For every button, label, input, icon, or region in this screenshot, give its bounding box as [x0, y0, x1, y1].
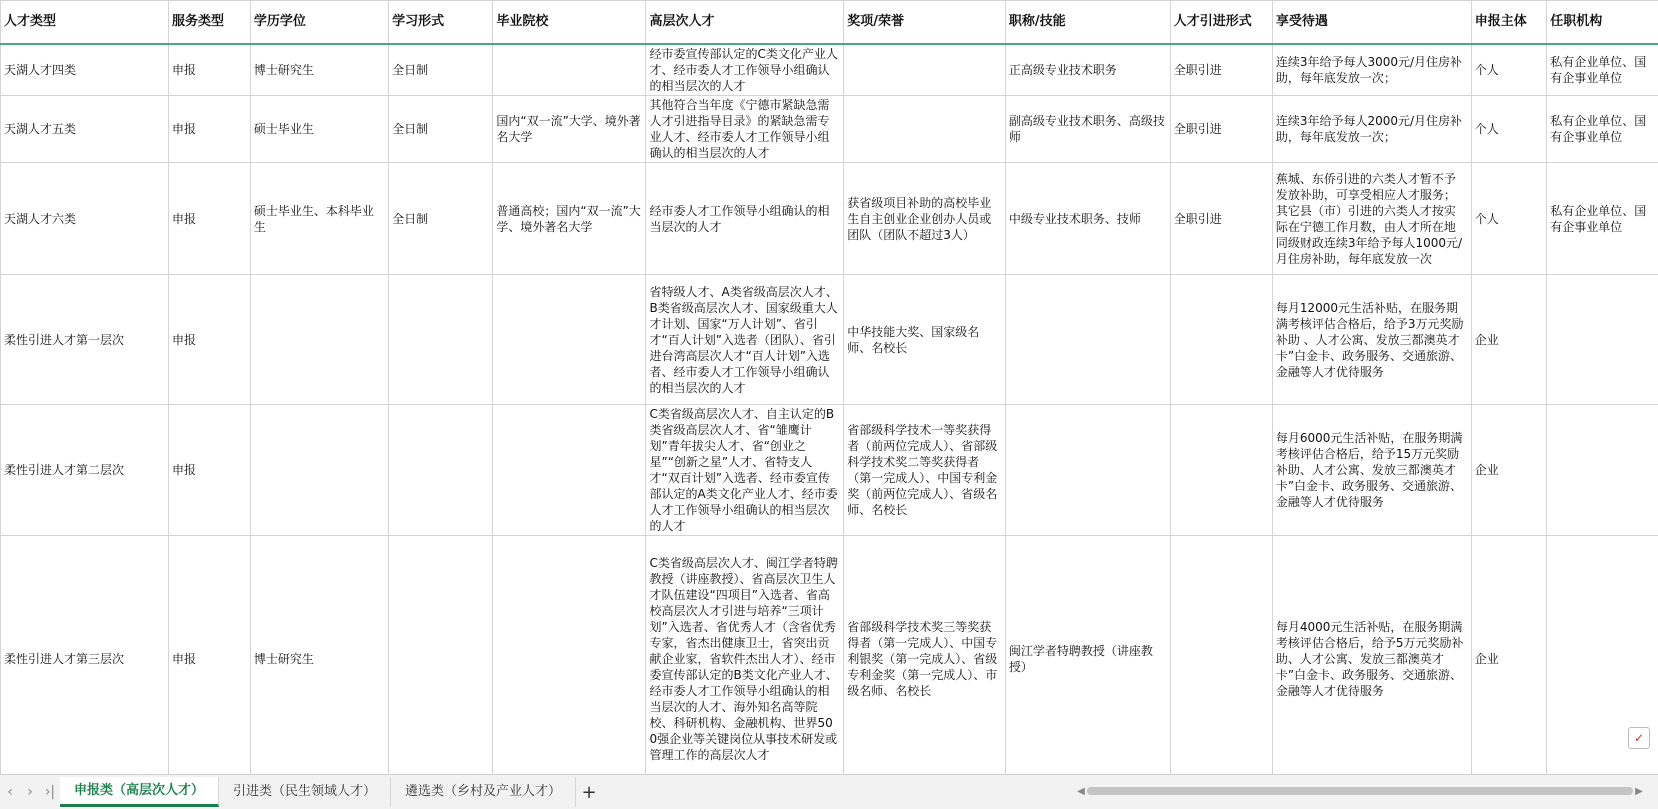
cell[interactable]: C类省级高层次人才、闽江学者特聘教授（讲座教授）、省高层次卫生人才队伍建设“四项目”入选者、省高校高层次人才引进与培养“三项计划”入选者、省优秀人才（含省优秀专家，省杰出健康卫士，省突出贡献企业家，省软件杰出人才）、经市委宣传部认定的B类文化产业人才、经市委人才工作领导小组确认的相当层次的人才、海外知名高等院校、科研机构、金融机构、世界500强企业等关键岗位从事技术研发或管理工作的高层次人才: [646, 536, 844, 775]
table-row: [1, 96, 1658, 163]
cell[interactable]: [1170, 405, 1272, 536]
scroll-left-icon[interactable]: ◀: [1075, 786, 1087, 797]
cell[interactable]: 经市委人才工作领导小组确认的相当层次的人才: [646, 163, 844, 275]
cell[interactable]: 天湖人才五类: [1, 96, 169, 163]
cell[interactable]: 中华技能大奖、国家级名师、名校长: [844, 275, 1006, 405]
cell[interactable]: 天湖人才四类: [1, 44, 169, 96]
cell[interactable]: [1170, 536, 1272, 775]
cell[interactable]: 省特级人才、A类省级高层次人才、B类省级高层次人才、国家级重大人才计划、国家“万人计划”、省引才“百人计划”入选者（团队）、省引进台湾高层次人才“百人计划”入选者、经市委人才工作领导小组确认的相当层次的人才: [646, 275, 844, 405]
header-cell[interactable]: 人才类型: [1, 1, 169, 45]
cell[interactable]: 博士研究生: [250, 536, 388, 775]
cell[interactable]: 其他符合当年度《宁德市紧缺急需人才引进指导目录》的紧缺急需专业人才、经市委人才工作领导小组确认的相当层次的人才: [646, 96, 844, 163]
header-cell[interactable]: 学习形式: [389, 1, 493, 45]
header-cell[interactable]: 毕业院校: [493, 1, 646, 45]
cell[interactable]: 硕士毕业生、本科毕业生: [250, 163, 388, 275]
sheet-tab-bar: [0, 774, 1658, 809]
cell[interactable]: 企业: [1471, 275, 1547, 405]
horizontal-scrollbar[interactable]: [1075, 785, 1645, 797]
tab-selection[interactable]: 遴选类（乡村及产业人才）: [391, 777, 576, 807]
cell[interactable]: 省部级科学技术奖三等奖获得者（第一完成人）、中国专利银奖（第一完成人）、省级专利金奖（第一完成人）、市级名师、名校长: [844, 536, 1006, 775]
header-cell[interactable]: 奖项/荣誉: [844, 1, 1006, 45]
cell[interactable]: [1005, 275, 1170, 405]
cell[interactable]: 个人: [1471, 44, 1547, 96]
cell[interactable]: 柔性引进人才第二层次: [1, 405, 169, 536]
cell[interactable]: 经市委宣传部认定的C类文化产业人才、经市委人才工作领导小组确认的相当层次的人才: [646, 44, 844, 96]
cell[interactable]: 连续3年给予每人2000元/月住房补助，每年底发放一次；: [1272, 96, 1471, 163]
cell[interactable]: 私有企业单位、国有企事业单位: [1547, 163, 1658, 275]
cell[interactable]: 普通高校；国内“双一流”大学、境外著名大学: [493, 163, 646, 275]
cell[interactable]: 企业: [1471, 405, 1547, 536]
cell[interactable]: 正高级专业技术职务: [1005, 44, 1170, 96]
cell[interactable]: [844, 96, 1006, 163]
cell[interactable]: 省部级科学技术一等奖获得者（前两位完成人）、省部级科学技术奖二等奖获得者（第一完成人）、中国专利金奖（前两位完成人）、省级名师、名校长: [844, 405, 1006, 536]
first-sheet-button[interactable]: ‹: [0, 784, 20, 800]
tab-introduction[interactable]: 引进类（民生领域人才）: [219, 777, 391, 807]
add-sheet-button[interactable]: +: [576, 782, 602, 803]
cell[interactable]: 每月4000元生活补贴，在服务期满考核评估合格后，给予5万元奖励补助、人才公寓、发放三都澳英才卡”白金卡、政务服务、交通旅游、金融等人才优待服务: [1272, 536, 1471, 775]
cell[interactable]: [1170, 275, 1272, 405]
next-sheet-button[interactable]: ›: [20, 784, 40, 800]
header-cell[interactable]: 学历学位: [250, 1, 388, 45]
header-row: [1, 1, 1658, 45]
cell[interactable]: 个人: [1471, 163, 1547, 275]
cell[interactable]: [1005, 405, 1170, 536]
cell[interactable]: 私有企业单位、国有企事业单位: [1547, 96, 1658, 163]
table-row: [1, 275, 1658, 405]
cell[interactable]: 申报: [169, 163, 251, 275]
scrollbar-track[interactable]: [1087, 787, 1633, 795]
cell[interactable]: [250, 405, 388, 536]
cell[interactable]: [493, 536, 646, 775]
last-sheet-button[interactable]: ›|: [40, 784, 60, 800]
cell[interactable]: 全日制: [389, 96, 493, 163]
cell[interactable]: 申报: [169, 44, 251, 96]
header-cell[interactable]: 职称/技能: [1005, 1, 1170, 45]
cell[interactable]: 获省级项目补助的高校毕业生自主创业企业创办人员或团队（团队不超过3人）: [844, 163, 1006, 275]
cell[interactable]: 连续3年给予每人3000元/月住房补助，每年底发放一次；: [1272, 44, 1471, 96]
header-cell[interactable]: 任职机构: [1547, 1, 1658, 45]
header-cell[interactable]: 高层次人才: [646, 1, 844, 45]
cell[interactable]: 申报: [169, 275, 251, 405]
cell[interactable]: 企业: [1471, 536, 1547, 775]
cell[interactable]: 私有企业单位、国有企事业单位: [1547, 44, 1658, 96]
cell[interactable]: [493, 44, 646, 96]
cell[interactable]: C类省级高层次人才、自主认定的B类省级高层次人才、省“雏鹰计划”青年拔尖人才、省“创业之星”“创新之星”人才、省特支人才“双百计划”入选者、经市委宣传部认定的A类文化产业人才、经市委人才工作领导小组确认的相当层次的人才: [646, 405, 844, 536]
cell[interactable]: [250, 275, 388, 405]
cell[interactable]: [493, 275, 646, 405]
table-row: [1, 44, 1658, 96]
cell[interactable]: 全职引进: [1170, 163, 1272, 275]
table-row: [1, 163, 1658, 275]
cell[interactable]: 国内“双一流”大学、境外著名大学: [493, 96, 646, 163]
header-cell[interactable]: 服务类型: [169, 1, 251, 45]
header-cell[interactable]: 申报主体: [1471, 1, 1547, 45]
cell[interactable]: 副高级专业技术职务、高级技师: [1005, 96, 1170, 163]
cell[interactable]: 全职引进: [1170, 96, 1272, 163]
cell[interactable]: 中级专业技术职务、技师: [1005, 163, 1170, 275]
document-check-icon[interactable]: ✓: [1628, 727, 1650, 749]
cell[interactable]: 闽江学者特聘教授（讲座教授）: [1005, 536, 1170, 775]
cell[interactable]: [1547, 405, 1658, 536]
cell[interactable]: [493, 405, 646, 536]
header-cell[interactable]: 人才引进形式: [1170, 1, 1272, 45]
cell[interactable]: 硕士毕业生: [250, 96, 388, 163]
cell[interactable]: 蕉城、东侨引进的六类人才暂不予发放补助，可享受相应人才服务；其它县（市）引进的六类人才按实际在宁德工作月数，由人才所在地同级财政连续3年给予每人1000元/月住房补助，每年底发放一次: [1272, 163, 1471, 275]
cell[interactable]: 全职引进: [1170, 44, 1272, 96]
cell[interactable]: 全日制: [389, 163, 493, 275]
cell[interactable]: [844, 44, 1006, 96]
cell[interactable]: 柔性引进人才第三层次: [1, 536, 169, 775]
scrollbar-thumb[interactable]: [1087, 787, 1633, 795]
cell[interactable]: 天湖人才六类: [1, 163, 169, 275]
cell[interactable]: 申报: [169, 536, 251, 775]
table-row: [1, 536, 1658, 775]
cell[interactable]: [1547, 275, 1658, 405]
cell[interactable]: [389, 405, 493, 536]
cell[interactable]: 个人: [1471, 96, 1547, 163]
cell[interactable]: 全日制: [389, 44, 493, 96]
cell[interactable]: 申报: [169, 405, 251, 536]
scroll-right-icon[interactable]: ▶: [1633, 786, 1645, 797]
table-row: [1, 405, 1658, 536]
header-cell[interactable]: 享受待遇: [1272, 1, 1471, 45]
cell[interactable]: [389, 275, 493, 405]
cell[interactable]: 博士研究生: [250, 44, 388, 96]
tab-declaration[interactable]: 申报类（高层次人才）: [60, 777, 219, 807]
cell[interactable]: 每月6000元生活补贴，在服务期满考核评估合格后，给予15万元奖励补助、人才公寓、发放三都澳英才卡”白金卡、政务服务、交通旅游、金融等人才优待服务: [1272, 405, 1471, 536]
cell[interactable]: 柔性引进人才第一层次: [1, 275, 169, 405]
cell[interactable]: 每月12000元生活补贴，在服务期满考核评估合格后，给予3万元奖励补助 、人才公寓、发放三都澳英才卡”白金卡、政务服务、交通旅游、金融等人才优待服务: [1272, 275, 1471, 405]
cell[interactable]: 申报: [169, 96, 251, 163]
cell[interactable]: [389, 536, 493, 775]
